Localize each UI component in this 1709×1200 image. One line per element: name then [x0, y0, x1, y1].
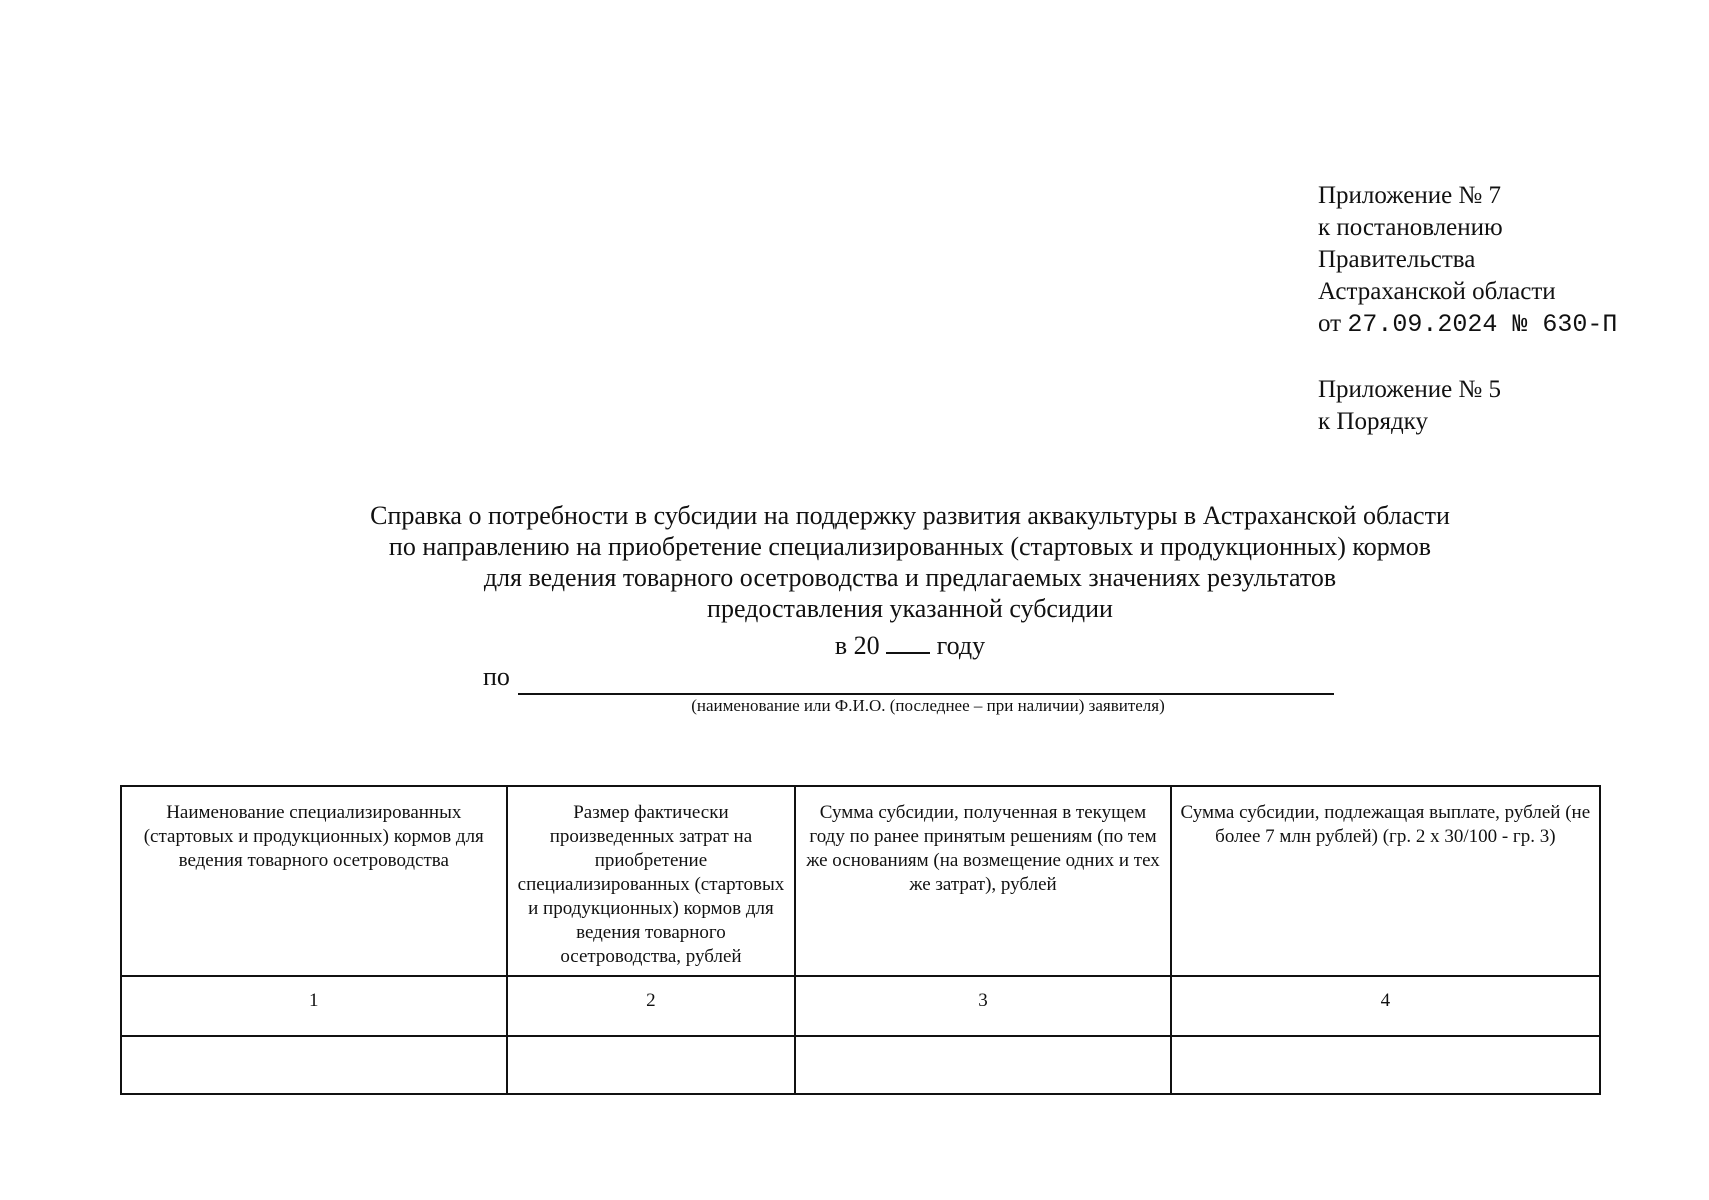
column-number-2: 2	[507, 976, 796, 1036]
header-cell-1: Наименование специализированных (стартовых и продукционных) кормов для ведения товарного осетроводства	[121, 786, 507, 976]
header-cell-2: Размер фактически произведенных затрат на приобретение специализированных (стартовых и продукционных) кормов для ведения товарного осетроводства, рублей	[507, 786, 796, 976]
column-number-row	[121, 976, 1600, 1036]
empty-cell-3[interactable]	[795, 1036, 1170, 1094]
appendix-main-line-3: Правительства	[1318, 246, 1476, 273]
appendix-main-line-4: Астраханской области	[1318, 278, 1556, 305]
empty-cell-2[interactable]	[507, 1036, 796, 1094]
table-row	[121, 1036, 1600, 1094]
header-cell-3: Сумма субсидии, полученная в текущем году по ранее принятым решениям (по тем же основаниям (на возмещение одних и тех же затрат), рублей	[795, 786, 1170, 976]
empty-cell-1[interactable]	[121, 1036, 507, 1094]
title-line-1: Справка о потребности в субсидии на поддержку развития аквакультуры в Астраханской области	[370, 501, 1450, 530]
appendix-date-prefix: от	[1318, 310, 1342, 337]
column-number-4: 4	[1171, 976, 1600, 1036]
year-suffix: году	[936, 631, 986, 660]
appendix-date-number: 27.09.2024 № 630-П	[1347, 310, 1618, 339]
year-line	[0, 630, 1709, 661]
title-line-3: для ведения товарного осетроводства и предлагаемых значениях результатов	[483, 563, 1337, 592]
applicant-prefix: по	[483, 662, 510, 691]
year-prefix: в 20	[834, 631, 880, 660]
appendix-main-line-2: к постановлению	[1318, 214, 1503, 241]
table-header-row	[121, 786, 1600, 976]
appendix-main-line-1: Приложение № 7	[1318, 182, 1502, 209]
title-line-4: предоставления указанной субсидии	[707, 594, 1113, 623]
year-blank-field[interactable]	[886, 630, 930, 654]
appendix-order-line-2: к Порядку	[1318, 408, 1428, 435]
title-line-2: по направлению на приобретение специализированных (стартовых и продукционных) кормов	[388, 532, 1432, 561]
column-number-3: 3	[795, 976, 1170, 1036]
appendix-main-date-line	[1318, 308, 1617, 341]
appendix-main-block	[1318, 180, 1617, 341]
document-title	[250, 500, 1570, 624]
column-number-1: 1	[121, 976, 507, 1036]
header-cell-4: Сумма субсидии, подлежащая выплате, рублей (не более 7 млн рублей) (гр. 2 x 30/100 - гр. 3)	[1171, 786, 1600, 976]
appendix-order-line-1: Приложение № 5	[1318, 376, 1502, 403]
applicant-caption: (наименование или Ф.И.О. (последнее – при наличии) заявителя)	[691, 696, 1165, 715]
empty-cell-4[interactable]	[1171, 1036, 1600, 1094]
subsidy-table	[120, 785, 1601, 1095]
appendix-order-block	[1318, 374, 1501, 438]
applicant-blank-field[interactable]	[518, 693, 1334, 695]
